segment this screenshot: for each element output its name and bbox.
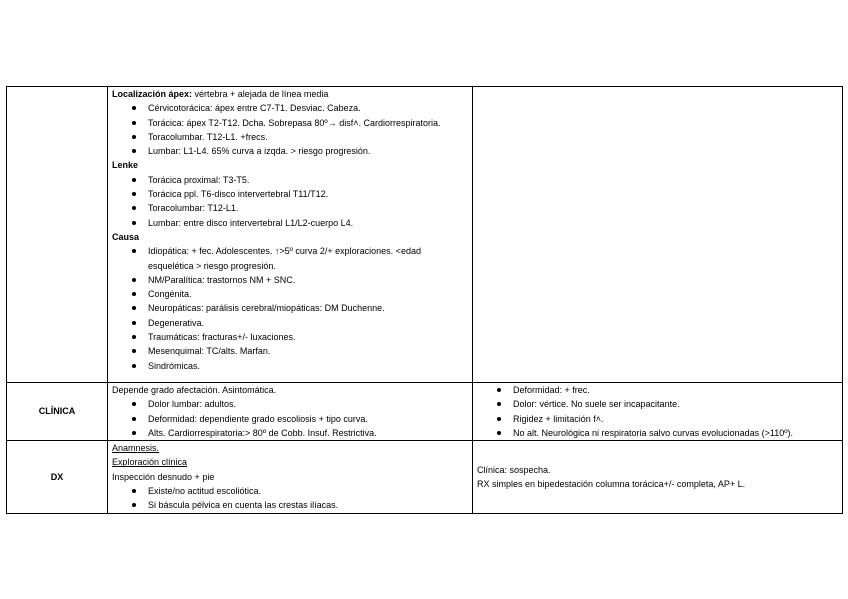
list-item: Dolor: vértice. No suele ser incapacitante. xyxy=(513,397,838,411)
content-cell-right xyxy=(473,87,843,383)
table-row xyxy=(7,87,843,383)
row-label: DX xyxy=(7,441,108,513)
notes-table xyxy=(6,86,843,514)
content-cell-right xyxy=(473,383,843,441)
localizacion-list xyxy=(112,101,468,158)
localizacion-heading: Localización ápex: xyxy=(112,89,193,99)
content-cell-right xyxy=(473,441,843,513)
clinica-list xyxy=(112,397,468,440)
list-item: Torácica ppl. T6-disco intervertebral T11/T12. xyxy=(148,187,468,201)
lenke-list xyxy=(112,173,468,230)
list-item: Traumáticas: fracturas+/- luxaciones. xyxy=(148,330,468,344)
causa-heading: Causa xyxy=(112,231,140,242)
list-item: No alt. Neurológica ni respiratoria salvo curvas evolucionadas (>110º). xyxy=(513,426,838,440)
list-item: Congénita. xyxy=(148,287,468,301)
table-row xyxy=(7,383,843,441)
dx-right-line: RX simples en bipedestación columna torácica+/- completa, AP+ L. xyxy=(477,478,746,489)
list-item: Toracolumbar: T12-L1. xyxy=(148,201,468,215)
dx-list xyxy=(112,484,468,513)
row-label xyxy=(7,87,108,383)
list-item: Idiopática: + fec. Adolescentes. ↑>5º curva 2/+ exploraciones. <edad esquelética > riesgo progresión. xyxy=(148,244,468,273)
list-item: Cérvicotorácica: ápex entre C7-T1. Desviac. Cabeza. xyxy=(148,101,468,115)
lenke-heading: Lenke xyxy=(112,160,139,171)
list-item: Rigidez + limitación f˄. xyxy=(513,412,838,426)
list-item: Torácica: ápex T2-T12. Dcha. Sobrepasa 80º→ disf˄. Cardiorrespiratoria. xyxy=(148,116,468,130)
list-item: Lumbar: entre disco intervertebral L1/L2-cuerpo L4. xyxy=(148,216,468,230)
list-item: Toracolumbar. T12-L1. +frecs. xyxy=(148,130,468,144)
list-item: Dolor lumbar: adultos. xyxy=(148,397,468,411)
clinica-right-list xyxy=(477,383,838,440)
content-cell xyxy=(108,383,473,441)
anamnesis-heading: Anamnesis. xyxy=(112,443,160,454)
list-item: NM/Paralítica: trastornos NM + SNC. xyxy=(148,273,468,287)
list-item: Neuropáticas: parálisis cerebral/miopáticas: DM Duchenne. xyxy=(148,301,468,315)
list-item: Existe/no actitud escoliótica. xyxy=(148,484,468,498)
list-item: Degenerativa. xyxy=(148,316,468,330)
list-item: Sindrómicas. xyxy=(148,359,468,373)
list-item: Torácica proximal: T3-T5. xyxy=(148,173,468,187)
localizacion-text: vértebra + alejada de línea media xyxy=(192,89,329,99)
content-cell xyxy=(108,87,473,383)
causa-list xyxy=(112,244,468,373)
list-item: Lumbar: L1-L4. 65% curva a izqda. > riesgo progresión. xyxy=(148,144,468,158)
dx-right-line: Clínica: sospecha. xyxy=(477,464,551,475)
table-row xyxy=(7,441,843,513)
localizacion-line xyxy=(112,87,468,101)
list-item: Alts. Cardiorrespiratoria:> 80º de Cobb. Insuf. Restrictiva. xyxy=(148,426,468,440)
list-item: Deformidad: dependiente grado escoliosis + tipo curva. xyxy=(148,412,468,426)
inspeccion-text: Inspección desnudo + pie xyxy=(112,471,215,482)
clinica-intro: Depende grado afectación. Asintomática. xyxy=(112,385,277,395)
row-label: CLÍNICA xyxy=(7,383,108,441)
content-cell xyxy=(108,441,473,513)
list-item: Mesenquimal: TC/alts. Marfan. xyxy=(148,344,468,358)
list-item: Si báscula pélvica en cuenta las crestas ilíacas. xyxy=(148,498,468,512)
list-item: Deformidad: + frec. xyxy=(513,383,838,397)
exploracion-heading: Exploración clínica xyxy=(112,457,188,468)
